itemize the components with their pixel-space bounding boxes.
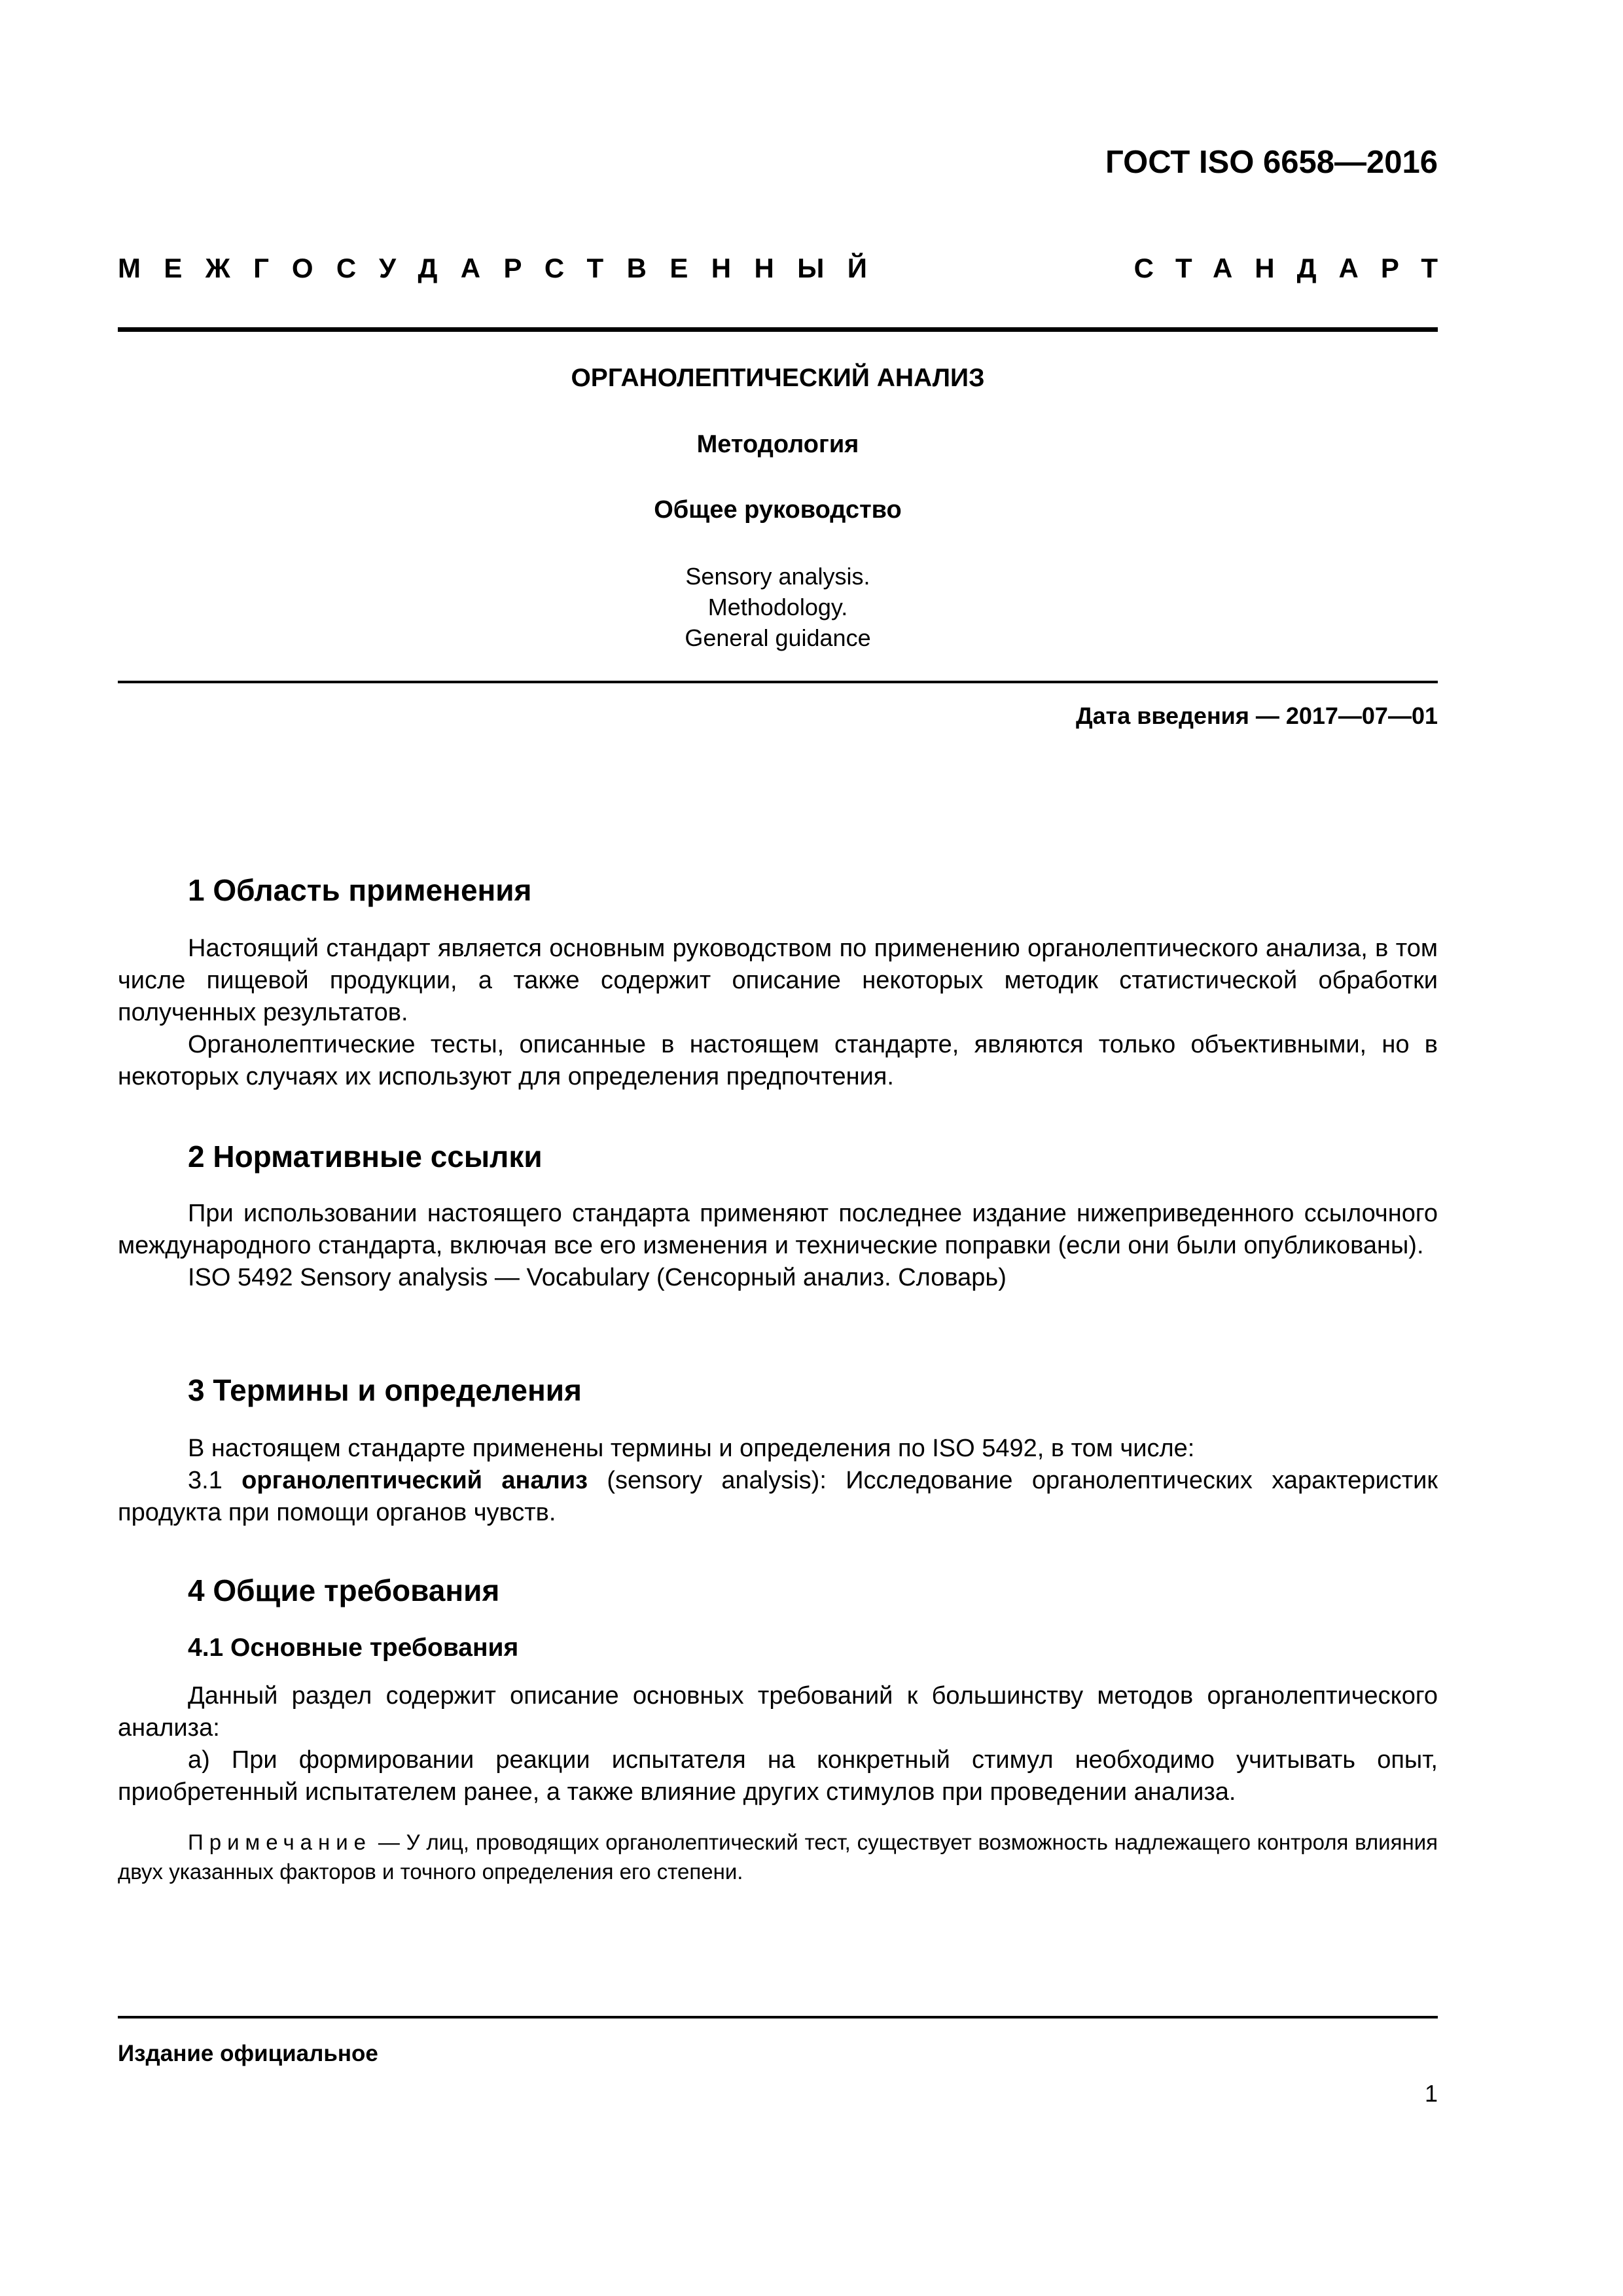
title-divider — [118, 681, 1438, 683]
term-number: 3.1 — [188, 1467, 223, 1494]
term-name: органолептический анализ — [241, 1467, 588, 1494]
english-title — [118, 561, 1438, 653]
note — [118, 1827, 1438, 1886]
paragraph: Настоящий стандарт является основным руководством по применению органолептического анализа, в том числе пищевой продукции, а также содержит описание некоторых методик статистической обработки полученных результатов. — [118, 935, 1438, 1026]
note-paragraph — [118, 1827, 1438, 1886]
note-body: — У лиц, проводящих органолептический тест, существует возможность надлежащего контроля влияния двух указанных факторов и точного определения его степени. — [118, 1830, 1438, 1884]
paragraph: Данный раздел содержит описание основных требований к большинству методов органолептического анализа: — [118, 1682, 1438, 1742]
term-description: (sensory analysis): Исследование органолептических характеристик продукта при помощи органов чувств. — [118, 1467, 1438, 1526]
paragraph: При использовании настоящего стандарта применяют последнее издание нижеприведенного ссылочного международного стандарта, включая все его изменения и технические поправки (если они были опубликованы). — [118, 1200, 1438, 1259]
document-number: ГОСТ ISO 6658—2016 — [1105, 145, 1438, 180]
subsection-4-1-heading: 4.1 Основные требования — [188, 1634, 519, 1662]
normative-reference: ISO 5492 Sensory analysis — Vocabulary (Сенсорный анализ. Словарь) — [188, 1264, 1007, 1291]
page-number: 1 — [1424, 2080, 1438, 2107]
standard-kind-word-1: МЕЖГОСУДАРСТВЕННЫЙ — [118, 253, 891, 283]
list-item: а) При формировании реакции испытателя на конкретный стимул необходимо учитывать опыт, приобретенный испытателем ранее, а также влияние других стимулов при проведении анализа. — [118, 1746, 1438, 1806]
english-title-line: Sensory analysis. — [685, 563, 870, 590]
document-subtitle-2: Общее руководство — [654, 496, 902, 524]
section-1-heading: 1 Область применения — [188, 873, 532, 907]
term-definition — [118, 1465, 1438, 1529]
standard-kind-line — [118, 249, 1460, 288]
introduction-date: Дата введения — 2017—07—01 — [1075, 702, 1438, 729]
edition-label: Издание официальное — [118, 2041, 378, 2066]
paragraph: В настоящем стандарте применены термины и определения по ISO 5492, в том числе: — [188, 1435, 1195, 1462]
document-subtitle-1: Методология — [696, 431, 859, 458]
section-2-body — [118, 1198, 1438, 1294]
section-4-body — [118, 1680, 1438, 1808]
section-3-body — [118, 1433, 1438, 1529]
section-1-body — [118, 933, 1438, 1093]
note-label: Примечание — [188, 1830, 372, 1854]
footer-divider — [118, 2016, 1438, 2018]
english-title-line: Methodology. — [707, 594, 848, 620]
standard-kind-word-2: СТАНДАРТ — [1133, 253, 1460, 283]
section-2-heading: 2 Нормативные ссылки — [188, 1139, 543, 1174]
document-title: ОРГАНОЛЕПТИЧЕСКИЙ АНАЛИЗ — [571, 364, 985, 392]
section-3-heading: 3 Термины и определения — [188, 1373, 582, 1407]
english-title-line: General guidance — [685, 624, 871, 651]
paragraph: Органолептические тесты, описанные в настоящем стандарте, являются только объективными, но в некоторых случаях их используют для определения предпочтения. — [118, 1031, 1438, 1090]
section-4-heading: 4 Общие требования — [188, 1573, 500, 1607]
header-divider — [118, 327, 1438, 332]
